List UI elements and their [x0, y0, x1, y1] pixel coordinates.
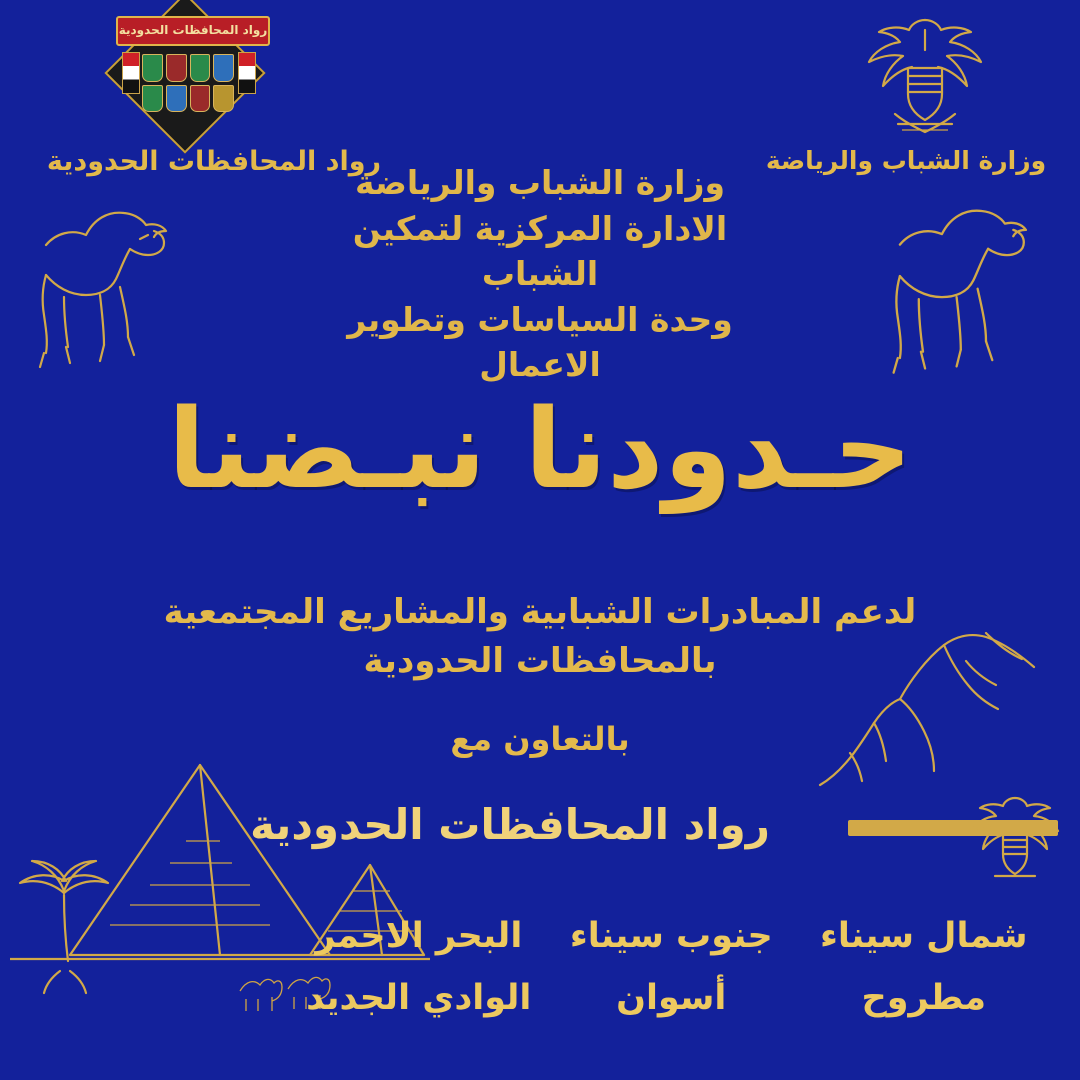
subtitle-line-2: بالمحافظات الحدودية	[363, 641, 717, 682]
governorate-shield-icon	[190, 85, 211, 113]
mountain-icon	[810, 615, 1060, 805]
list-item: الوادي الجديد	[306, 978, 532, 1018]
governorate-shields-group	[142, 54, 234, 112]
right-logo-caption: وزارة الشباب والرياضة	[765, 146, 1047, 175]
list-item: البحر الاحمر	[315, 916, 523, 956]
governorates-list	[40, 905, 1050, 1029]
ministry-line-2: الادارة المركزية لتمكين الشباب	[352, 208, 728, 294]
logo-banner-text: رواد المحافظات الحدودية	[116, 16, 270, 46]
egypt-flag-icon	[122, 52, 140, 94]
camel-illustration-left	[8, 195, 208, 399]
camel-illustration-right	[860, 190, 1070, 404]
ministry-emblem	[840, 6, 1010, 146]
cooperation-label: بالتعاون مع	[450, 720, 630, 758]
egypt-flag-icon	[238, 52, 256, 94]
ministry-block	[300, 160, 780, 388]
governorate-shield-icon	[166, 54, 187, 82]
ministry-line-1: وزارة الشباب والرياضة	[354, 163, 725, 202]
partner-emblem	[955, 790, 1075, 904]
subtitle-line-1: لدعم المبادرات الشبابية والمشاريع المجتمعية	[163, 592, 917, 632]
camel-icon	[860, 190, 1070, 400]
page-title: حـدودنا نبـضنا	[167, 385, 913, 513]
governorate-shield-icon	[142, 85, 163, 113]
governorate-shield-icon	[142, 54, 163, 82]
list-item: أسوان	[616, 978, 727, 1018]
ministry-line-3: وحدة السياسات وتطوير الاعمال	[347, 299, 733, 385]
left-logo-caption: رواد المحافظات الحدودية	[46, 146, 382, 177]
egypt-eagle-emblem-icon	[840, 6, 1010, 146]
governorate-shield-icon	[166, 85, 187, 113]
governorate-shield-icon	[213, 54, 234, 82]
list-item: شمال سيناء	[819, 916, 1028, 956]
partner-name: رواد المحافظات الحدودية	[250, 800, 770, 849]
governorate-shield-icon	[213, 85, 234, 113]
list-item: مطروح	[861, 978, 987, 1018]
mountain-illustration	[810, 615, 1060, 809]
camel-icon	[8, 195, 208, 395]
list-item: جنوب سيناء	[569, 916, 773, 956]
borderline-governorates-logo	[108, 8, 268, 138]
egypt-eagle-emblem-icon	[955, 790, 1075, 900]
governorate-shield-icon	[190, 54, 211, 82]
